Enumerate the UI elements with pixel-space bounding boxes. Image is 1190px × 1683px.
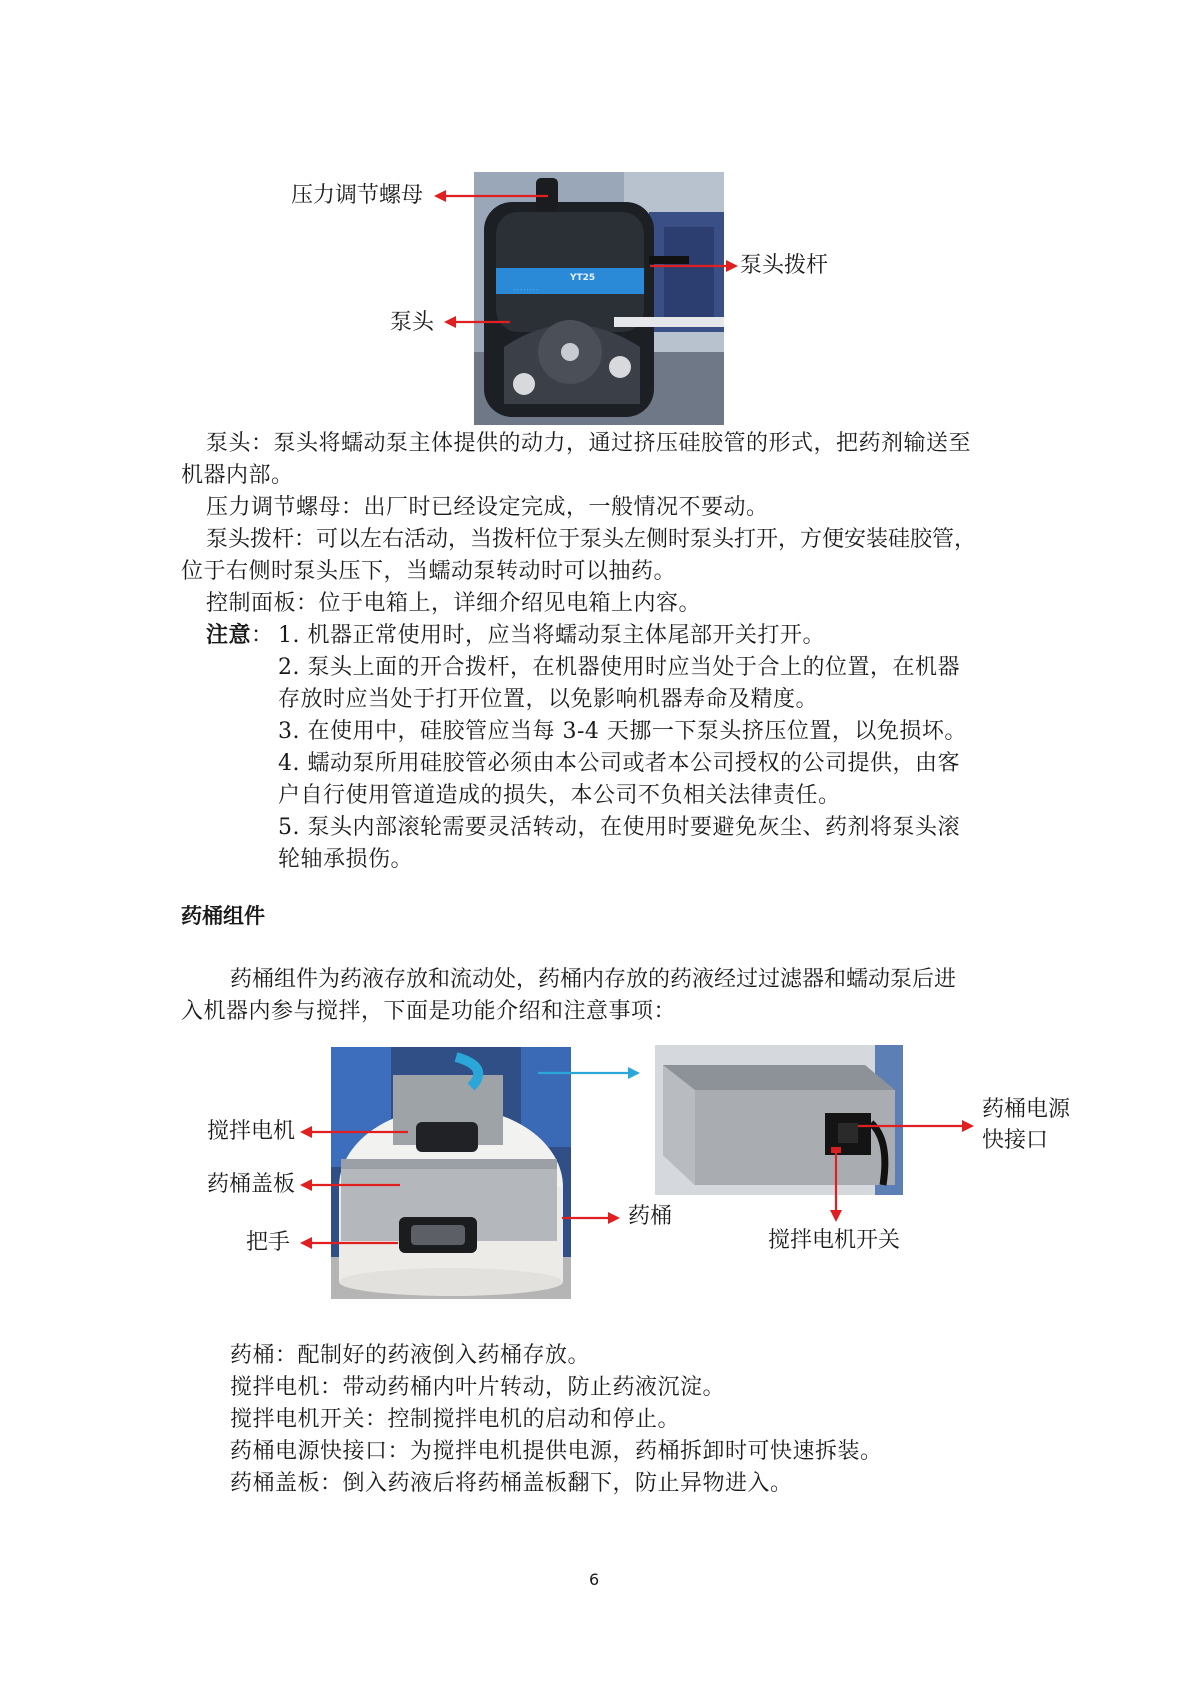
bucket-desc-2: 搅拌电机：带动药桶内叶片转动，防止药液沉淀。 [230, 1375, 726, 1400]
page-number: 6 [589, 1570, 600, 1589]
label-bucket-cover: 药桶盖板 [207, 1172, 296, 1197]
lever-desc-line2: 位于右侧时泵头压下，当蠕动泵转动时可以抽药。 [181, 559, 677, 584]
lever-desc-line1: 泵头拨杆：可以左右活动，当拨杆位于泵头左侧时泵头打开，方便安装硅胶管， [206, 527, 977, 552]
note-5-line2: 轮轴承损伤。 [278, 847, 414, 872]
pump-head-desc-line1: 泵头：泵头将蠕动泵主体提供的动力，通过挤压硅胶管的形式，把药剂输送至 [206, 431, 972, 456]
bucket-desc-5: 药桶盖板：倒入药液后将药桶盖板翻下，防止异物进入。 [230, 1471, 793, 1496]
note-2-line2: 存放时应当处于打开位置，以免影响机器寿命及精度。 [278, 687, 819, 712]
label-bucket: 药桶 [628, 1204, 673, 1229]
bucket-desc-4: 药桶电源快接口：为搅拌电机提供电源，药桶拆卸时可快速拆装。 [230, 1439, 883, 1464]
note-3: 3. 在使用中，硅胶管应当每 3-4 天挪一下泵头挤压位置，以免损坏。 [278, 719, 967, 744]
note-4-line2: 户自行使用管道造成的损失，本公司不负相关法律责任。 [278, 783, 841, 808]
label-power-connector-line1: 药桶电源 [982, 1097, 1071, 1122]
pressure-nut-desc: 压力调节螺母：出厂时已经设定完成，一般情况不要动。 [206, 495, 769, 520]
notes-title-sep: ： [251, 623, 274, 648]
label-power-connector-line2: 快接口 [982, 1128, 1049, 1153]
bucket-intro-line2: 入机器内参与搅拌，下面是功能介绍和注意事项： [181, 999, 677, 1024]
pump-head-desc-line2: 机器内部。 [181, 463, 294, 488]
label-stir-motor: 搅拌电机 [207, 1119, 296, 1144]
label-pump-head: 泵头 [390, 310, 435, 335]
bucket-intro-line1: 药桶组件为药液存放和流动处，药桶内存放的药液经过过滤器和蠕动泵后进 [230, 967, 957, 992]
label-pump-lever: 泵头拨杆 [740, 253, 829, 278]
svg-text:· · · · · · · ·: · · · · · · · · [514, 287, 538, 293]
label-handle: 把手 [246, 1230, 291, 1255]
note-5-line1: 5. 泵头内部滚轮需要灵活转动，在使用时要避免灰尘、药剂将泵头滚 [278, 815, 960, 840]
panel-desc: 控制面板：位于电箱上，详细介绍见电箱上内容。 [206, 591, 702, 616]
note-4-line1: 4. 蠕动泵所用硅胶管必须由本公司或者本公司授权的公司提供，由客 [278, 751, 960, 776]
notes-title-text: 注意 [206, 623, 252, 648]
note-2-line1: 2. 泵头上面的开合拨杆，在机器使用时应当处于合上的位置，在机器 [278, 655, 960, 680]
label-motor-switch: 搅拌电机开关 [768, 1228, 901, 1253]
bucket-desc-1: 药桶：配制好的药液倒入药桶存放。 [230, 1343, 591, 1368]
bucket-desc-3: 搅拌电机开关：控制搅拌电机的启动和停止。 [230, 1407, 681, 1432]
pump-model-plate: YT25 [570, 273, 596, 283]
label-pressure-nut: 压力调节螺母 [291, 183, 424, 208]
note-1: 1. 机器正常使用时，应当将蠕动泵主体尾部开关打开。 [278, 623, 825, 648]
section-heading: 药桶组件 [181, 904, 265, 928]
